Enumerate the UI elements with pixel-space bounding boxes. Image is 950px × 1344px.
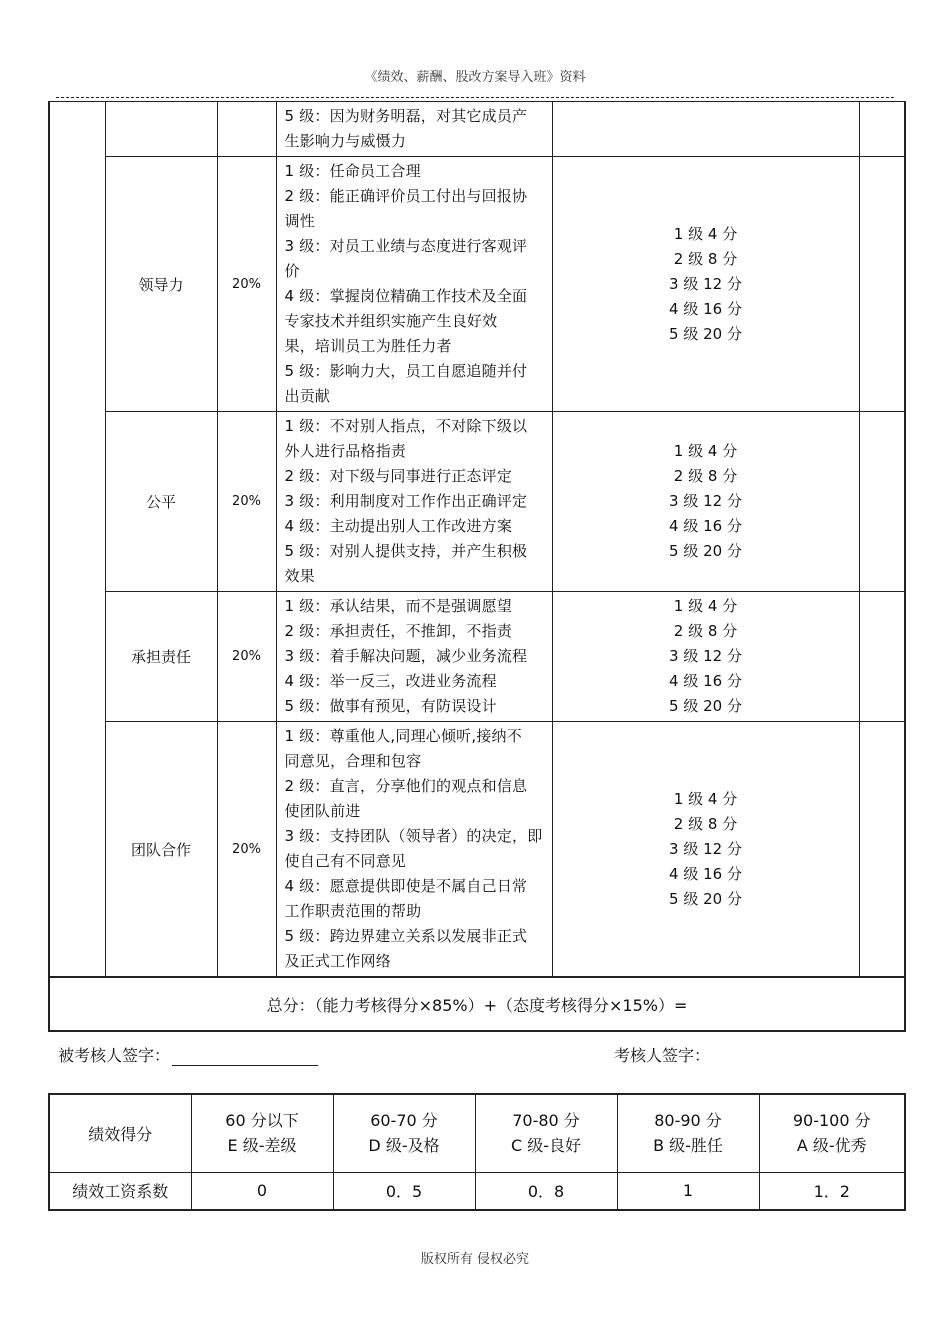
criteria-scores [552, 412, 859, 592]
grade-range: 80-90 分 [654, 1111, 722, 1131]
score-line: 5 级 20 分 [669, 889, 742, 908]
coefficient-cell: 1．2 [759, 1172, 905, 1210]
criteria-levels [276, 157, 552, 412]
criteria-row [49, 102, 905, 157]
score-line: 5 级 20 分 [669, 697, 742, 715]
level-description-line: 4 级：主动提出别人工作改进方案 [284, 517, 513, 535]
criteria-name: 承担责任 [105, 592, 217, 722]
level-description-line: 1 级：尊重他人,同理心倾听,接纳不 [284, 727, 522, 745]
score-line: 5 级 20 分 [669, 542, 742, 560]
score-line: 2 级 8 分 [673, 622, 738, 640]
score-line: 4 级 16 分 [669, 517, 742, 535]
grade-level: E 级-差级 [227, 1136, 297, 1156]
score-line: 1 级 4 分 [673, 442, 738, 460]
score-line: 1 级 4 分 [673, 597, 738, 615]
level-description-line: 1 级：不对别人指点，不对除下级以 [284, 417, 528, 435]
level-description-line: 生影响力与威慑力 [284, 132, 407, 150]
score-line: 3 级 12 分 [669, 839, 742, 858]
criteria-levels [276, 412, 552, 592]
score-line: 3 级 12 分 [669, 274, 742, 293]
level-description-line: 外人进行品格指责 [284, 442, 407, 460]
score-line: 3 级 12 分 [669, 492, 742, 510]
assessee-signature [58, 1043, 318, 1066]
grade-level: A 级-优秀 [796, 1136, 867, 1156]
level-description-line: 出贡献 [284, 387, 331, 405]
level-description-line: 3 级：利用制度对工作作出正确评定 [284, 492, 528, 510]
assessor-signature [614, 1043, 710, 1066]
coefficient-cell: 1 [617, 1172, 759, 1210]
level-description-line: 4 级：掌握岗位精确工作技术及全面 [284, 287, 528, 305]
criteria-row [49, 722, 905, 978]
level-description-line: 价 [284, 262, 300, 280]
level-description-line: 1 级：承认结果，而不是强调愿望 [284, 597, 513, 615]
score-entry-cell[interactable] [859, 592, 905, 722]
level-description-line: 3 级：支持团队（领导者）的决定，即 [284, 827, 543, 845]
grade-cell [759, 1094, 905, 1172]
grade-range: 60-70 分 [370, 1111, 438, 1131]
header-divider [56, 97, 894, 98]
level-description-line: 同意见，合理和包容 [284, 752, 422, 770]
criteria-weight: 20% [217, 157, 276, 412]
criteria-name: 团队合作 [105, 722, 217, 978]
copyright-footer: 版权所有 侵权必究 [420, 1252, 530, 1267]
score-line: 1 级 4 分 [673, 224, 738, 243]
assessment-table [48, 101, 906, 1032]
criteria-levels [276, 592, 552, 722]
assessee-signature-line[interactable] [172, 1047, 318, 1066]
level-description-line: 5 级：对别人提供支持，并产生积极 [284, 542, 528, 560]
level-description-line: 及正式工作网络 [284, 952, 391, 970]
level-description-line: 3 级：着手解决问题，减少业务流程 [284, 647, 528, 665]
grade-range: 70-80 分 [512, 1111, 580, 1131]
score-line: 4 级 16 分 [669, 672, 742, 690]
level-description-line: 2 级：承担责任，不推卸，不指责 [284, 622, 513, 640]
coefficient-row [49, 1172, 905, 1210]
grade-cell [333, 1094, 475, 1172]
total-row [49, 977, 905, 1031]
level-description-line: 4 级：愿意提供即使是不属自己日常 [284, 877, 528, 895]
level-description-line: 调性 [284, 212, 315, 230]
criteria-levels [276, 102, 552, 157]
level-description-line: 2 级：对下级与同事进行正态评定 [284, 467, 513, 485]
level-description-line: 5 级：影响力大，员工自愿追随并付 [284, 362, 528, 380]
criteria-row [49, 412, 905, 592]
grade-row-label: 绩效得分 [49, 1094, 191, 1172]
level-description-line: 5 级：跨边界建立关系以发展非正式 [284, 927, 528, 945]
score-entry-cell[interactable] [859, 722, 905, 978]
level-description-line: 2 级：直言，分享他们的观点和信息 [284, 777, 528, 795]
score-entry-cell[interactable] [859, 412, 905, 592]
grade-level: D 级-及格 [368, 1136, 440, 1156]
grade-range: 90-100 分 [792, 1111, 871, 1131]
criteria-scores [552, 722, 859, 978]
level-description-line: 3 级：对员工业绩与态度进行客观评 [284, 237, 528, 255]
document-header-title: 《绩效、薪酬、股改方案导入班》资料 [364, 70, 586, 85]
criteria-name: 公平 [105, 412, 217, 592]
score-line: 3 级 12 分 [669, 647, 742, 665]
score-line: 5 级 20 分 [669, 324, 742, 343]
level-description-line: 使团队前进 [284, 802, 361, 820]
criteria-weight: 20% [217, 592, 276, 722]
score-line: 2 级 8 分 [673, 814, 738, 833]
grade-cell [191, 1094, 333, 1172]
criteria-scores [552, 102, 859, 157]
grade-level: B 级-胜任 [653, 1136, 723, 1156]
total-formula: 总分：（能力考核得分×85%）+（态度考核得分×15%）= [49, 977, 905, 1031]
criteria-weight: 20% [217, 722, 276, 978]
level-description-line: 专家技术并组织实施产生良好效 [284, 312, 498, 330]
criteria-scores [552, 592, 859, 722]
assessee-signature-label: 被考核人签字： [58, 1046, 171, 1065]
grade-cell [475, 1094, 617, 1172]
score-line: 2 级 8 分 [673, 467, 738, 485]
criteria-scores [552, 157, 859, 412]
coefficient-cell: 0．5 [333, 1172, 475, 1210]
criteria-name [105, 102, 217, 157]
level-description-line: 5 级：做事有预见，有防误设计 [284, 697, 497, 715]
level-description-line: 效果 [284, 567, 315, 585]
coefficient-cell: 0．8 [475, 1172, 617, 1210]
criteria-weight [217, 102, 276, 157]
coefficient-cell: 0 [191, 1172, 333, 1210]
score-entry-cell[interactable] [859, 102, 905, 157]
category-cell [49, 102, 105, 978]
score-line: 4 级 16 分 [669, 864, 742, 883]
level-description-line: 1 级：任命员工合理 [284, 162, 421, 180]
grade-level: C 级-良好 [510, 1136, 582, 1156]
coefficient-row-label: 绩效工资系数 [49, 1172, 191, 1210]
score-line: 1 级 4 分 [673, 789, 738, 808]
grade-range: 60 分以下 [225, 1111, 299, 1131]
level-description-line: 果，培训员工为胜任力者 [284, 337, 452, 355]
criteria-row [49, 592, 905, 722]
criteria-weight: 20% [217, 412, 276, 592]
level-description-line: 使自己有不同意见 [284, 852, 407, 870]
criteria-row [49, 157, 905, 412]
criteria-levels [276, 722, 552, 978]
level-description-line: 2 级：能正确评价员工付出与回报协 [284, 187, 528, 205]
score-line: 2 级 8 分 [673, 249, 738, 268]
grade-row [49, 1094, 905, 1172]
level-description-line: 4 级：举一反三，改进业务流程 [284, 672, 497, 690]
level-description-line: 工作职责范围的帮助 [284, 902, 422, 920]
score-line: 4 级 16 分 [669, 299, 742, 318]
assessor-signature-label: 考核人签字： [614, 1046, 711, 1065]
score-entry-cell[interactable] [859, 157, 905, 412]
criteria-name: 领导力 [105, 157, 217, 412]
grade-cell [617, 1094, 759, 1172]
grade-coefficient-table [48, 1093, 906, 1211]
level-description-line: 5 级：因为财务明磊，对其它成员产 [284, 107, 528, 125]
